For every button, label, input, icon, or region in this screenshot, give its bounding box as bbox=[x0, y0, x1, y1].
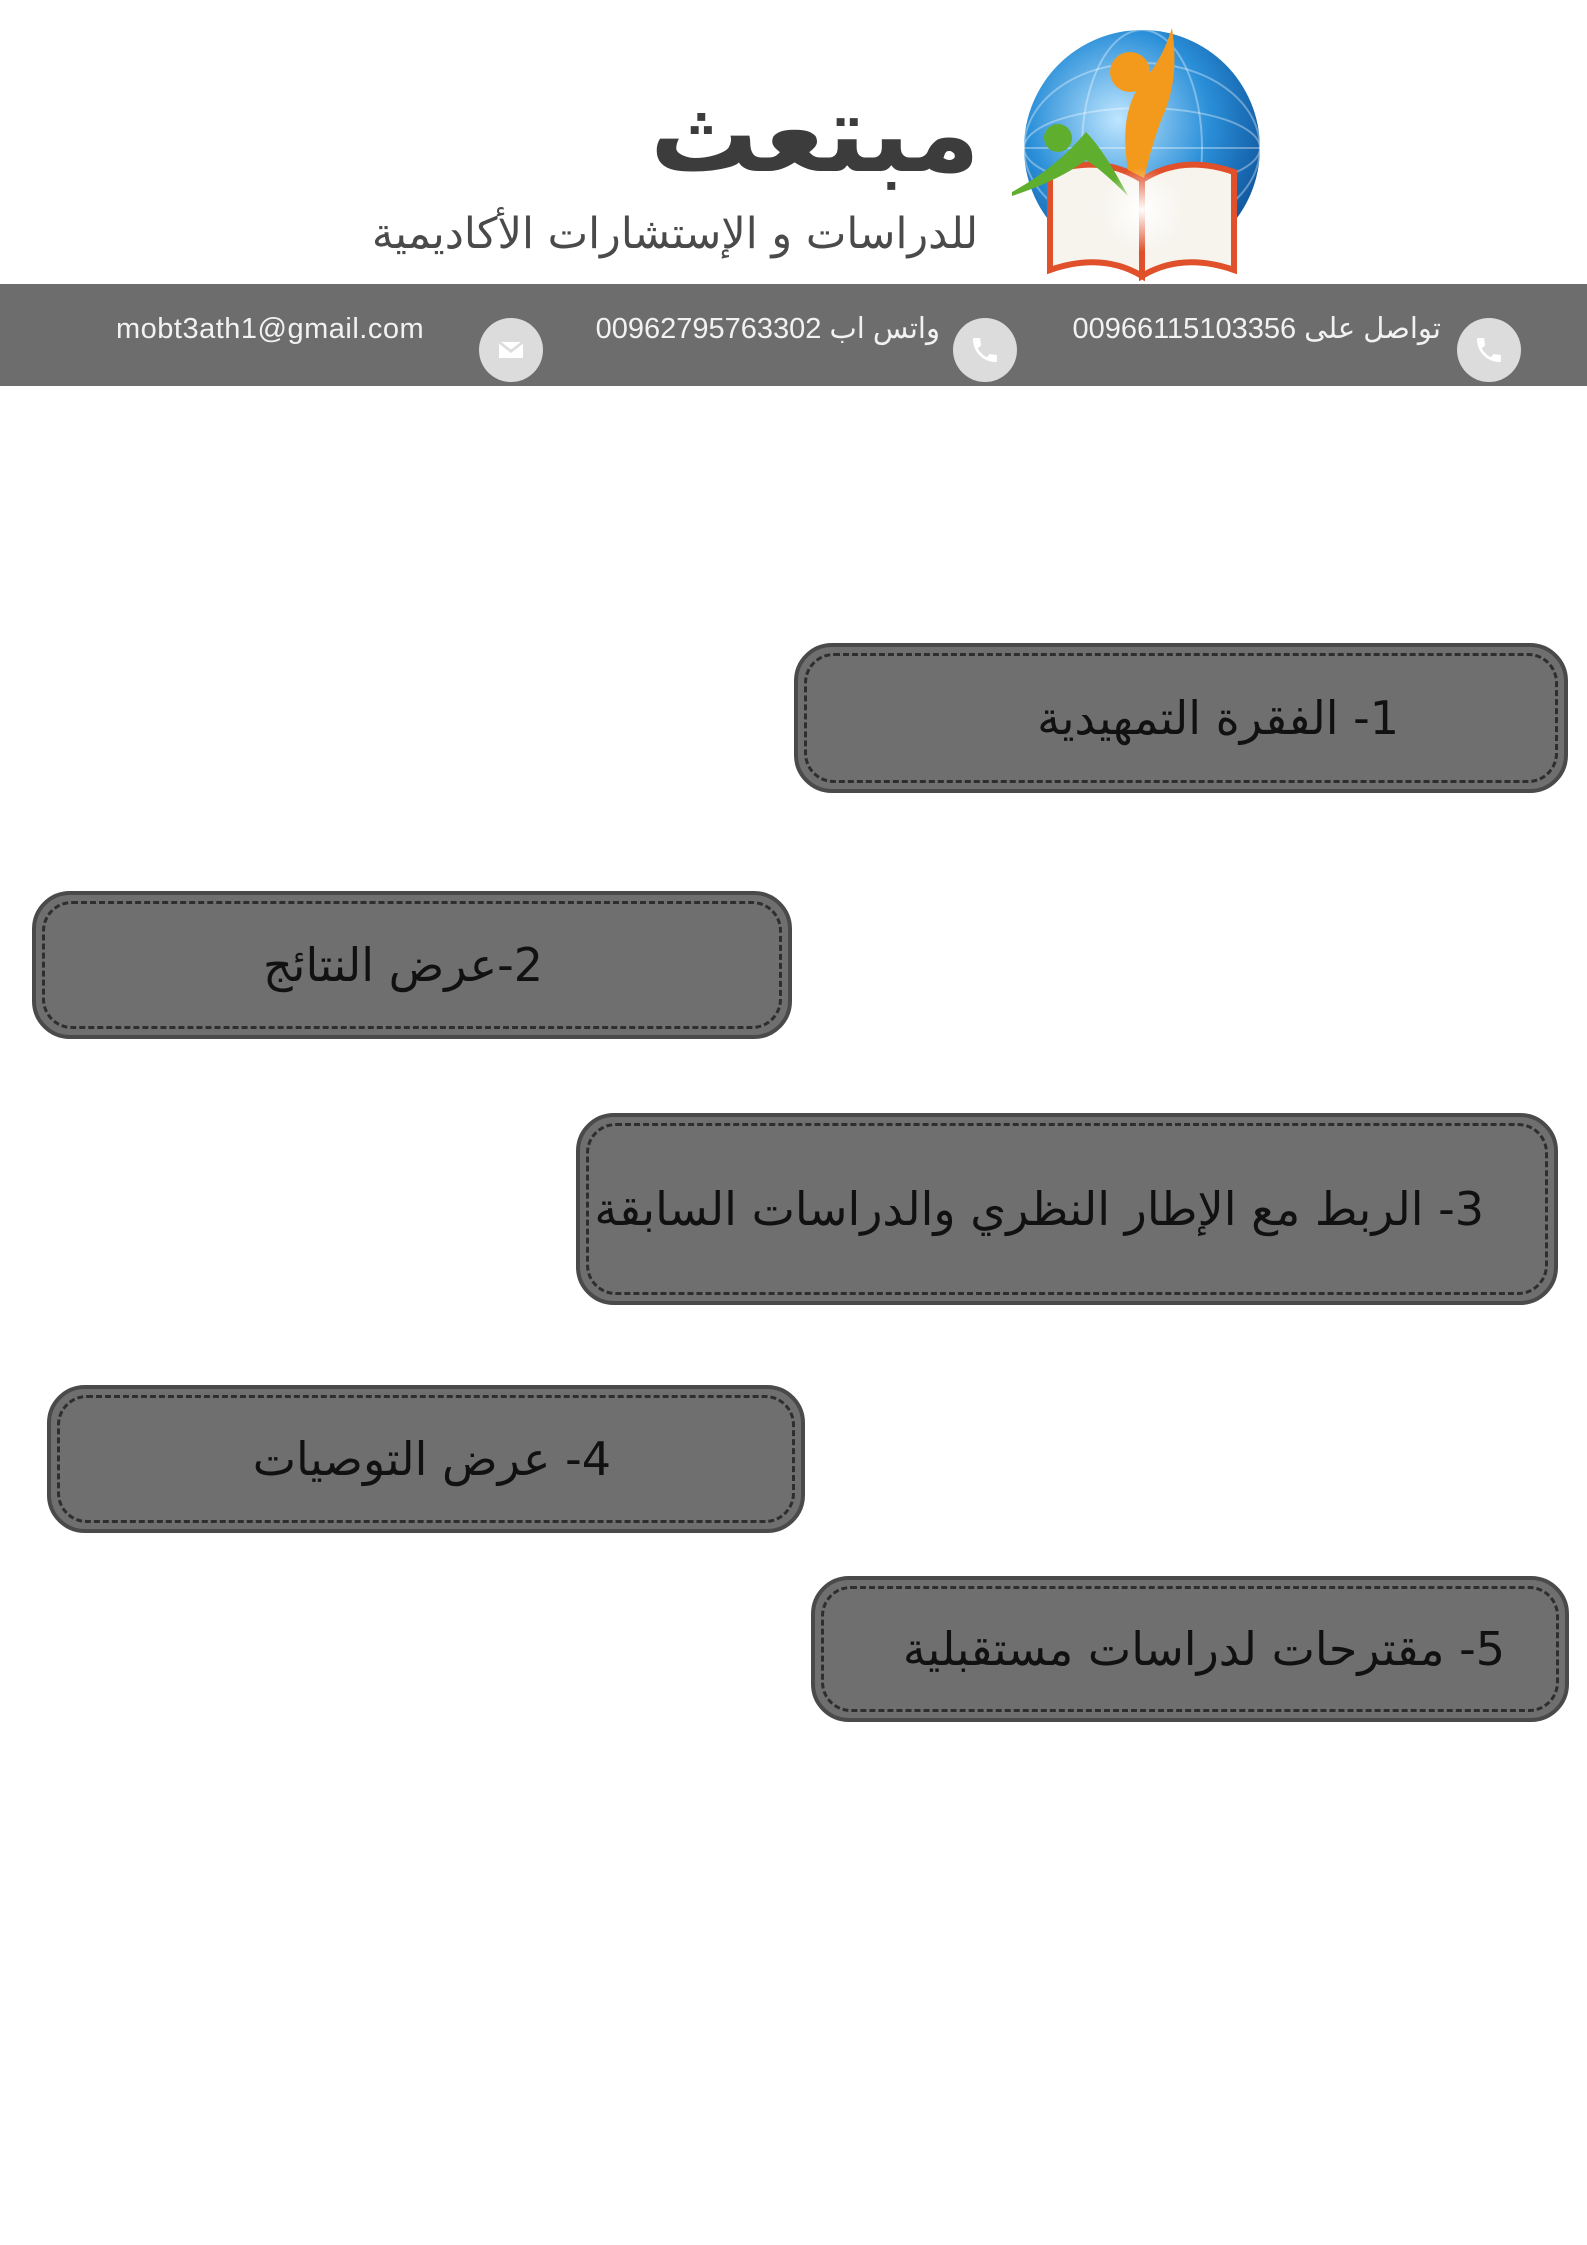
topic-box-5 bbox=[811, 1576, 1569, 1722]
email-link[interactable]: mobt3ath1@gmail.com bbox=[116, 313, 425, 345]
phone-icon bbox=[1457, 318, 1521, 382]
topic-box-3 bbox=[576, 1113, 1558, 1305]
logo-title: مبتعث bbox=[649, 72, 981, 197]
site-header bbox=[0, 0, 1587, 284]
phone2-contact[interactable] bbox=[562, 304, 940, 354]
topic-label-1: 1- الفقرة التمهيدية bbox=[1037, 691, 1399, 745]
logo-globe-icon bbox=[1012, 20, 1274, 284]
topic-label-2: 2-عرض النتائج bbox=[262, 938, 543, 992]
topic-label-5: 5- مقترحات لدراسات مستقبلية bbox=[902, 1622, 1505, 1676]
phone1-label: تواصل على bbox=[1304, 313, 1441, 345]
phone-icon bbox=[953, 318, 1017, 382]
topic-box-1 bbox=[794, 643, 1568, 793]
logo-subtitle: للدراسات و الإستشارات الأكاديمية bbox=[371, 209, 979, 259]
phone1-number[interactable]: 00966115103356 bbox=[1072, 313, 1297, 345]
contact-bar bbox=[0, 284, 1587, 386]
topic-box-2 bbox=[32, 891, 792, 1039]
topic-label-4: 4- عرض التوصيات bbox=[252, 1432, 611, 1486]
topic-box-4 bbox=[47, 1385, 805, 1533]
phone2-label: واتس اب bbox=[829, 313, 940, 345]
phone2-number[interactable]: 00962795763302 bbox=[595, 313, 822, 345]
topic-label-3: 3- الربط مع الإطار النظري والدراسات السابقة bbox=[594, 1182, 1484, 1236]
phone1-contact[interactable] bbox=[1036, 304, 1441, 354]
envelope-icon bbox=[479, 318, 543, 382]
